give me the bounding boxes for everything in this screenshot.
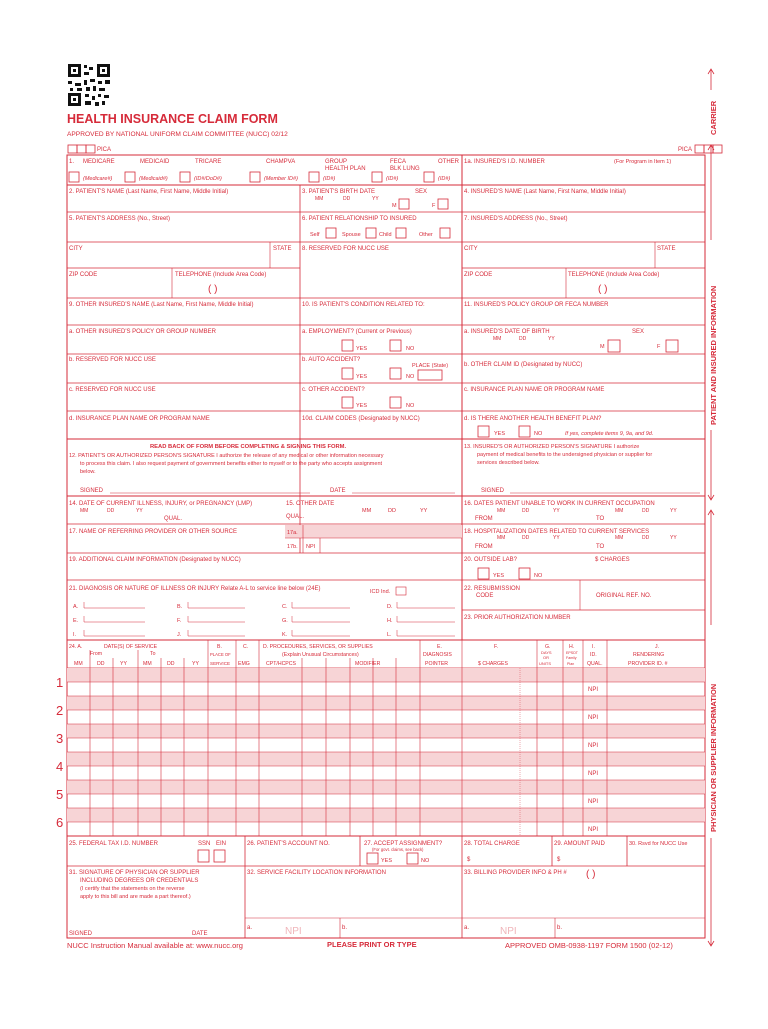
svg-text:DATE(S) OF SERVICE: DATE(S) OF SERVICE <box>104 644 158 650</box>
insured-phone-paren: ( ) <box>598 284 608 295</box>
box31-line4: apply to this bill and are made a part thereof.) <box>80 894 191 900</box>
box3-inputs[interactable] <box>399 199 448 209</box>
rel-spouse: Spouse <box>342 232 361 238</box>
box3-label: 3. PATIENT'S BIRTH DATE <box>302 189 376 195</box>
svg-text:QUAL.: QUAL. <box>587 661 603 667</box>
box17b-npi: NPI <box>306 544 316 550</box>
box11c-label: c. INSURANCE PLAN NAME OR PROGRAM NAME <box>464 387 605 393</box>
box17-label: 17. NAME OF REFERRING PROVIDER OR OTHER SOURCE <box>69 529 238 535</box>
box16-from-yy: YY <box>553 508 560 514</box>
svg-text:D. PROCEDURES, SERVICES, OR SU: D. PROCEDURES, SERVICES, OR SUPPLIES <box>263 644 373 650</box>
box12-line3: below. <box>80 469 96 475</box>
patient-city: CITY <box>69 246 83 252</box>
box33b: b. <box>557 925 563 931</box>
box22-code: CODE <box>476 593 494 599</box>
svg-text:A.: A. <box>73 604 79 610</box>
svg-text:H.: H. <box>569 644 575 650</box>
box13-line1: 13. INSURED'S OR AUTHORIZED PERSON'S SIGNATURE I authorize <box>464 444 640 450</box>
box27-label: 27. ACCEPT ASSIGNMENT? <box>364 841 443 847</box>
svg-text:MM: MM <box>143 661 152 667</box>
box12-signed: SIGNED <box>80 488 104 494</box>
patient-phone-paren: ( ) <box>208 284 218 295</box>
svg-text:To: To <box>150 651 156 657</box>
svg-text:YY: YY <box>120 661 127 667</box>
box9b-label: b. RESERVED FOR NUCC USE <box>69 357 156 363</box>
footer-left: NUCC Instruction Manual available at: www.nucc.org <box>67 941 243 950</box>
svg-text:L.: L. <box>387 632 392 638</box>
box15-label: 15. OTHER DATE <box>286 501 335 507</box>
box14-dd: DD <box>107 508 115 514</box>
svg-text:J.: J. <box>177 632 182 638</box>
insured-state: STATE <box>657 246 676 252</box>
svg-text:F.: F. <box>494 644 499 650</box>
patient-state: STATE <box>273 246 292 252</box>
box10c-yes: YES <box>356 403 368 409</box>
box12-date: DATE <box>330 488 346 494</box>
insured-city: CITY <box>464 246 478 252</box>
box10a-yes: YES <box>356 346 368 352</box>
svg-text:B.: B. <box>177 604 183 610</box>
box26-label: 26. PATIENT'S ACCOUNT NO. <box>247 841 330 847</box>
box28-dollar: $ <box>467 857 471 863</box>
footer-right: APPROVED OMB-0938-1197 FORM 1500 (02-12) <box>505 941 673 950</box>
box16-to-dd: DD <box>642 508 650 514</box>
svg-text:B.: B. <box>217 644 222 650</box>
svg-text:NPI: NPI <box>588 715 599 721</box>
box20-no: NO <box>534 573 543 579</box>
box5-label: 5. PATIENT'S ADDRESS (No., Street) <box>69 216 170 222</box>
svg-text:ID.: ID. <box>590 652 597 658</box>
box21-label: 21. DIAGNOSIS OR NATURE OF ILLNESS OR INJURY Relate A-L to service line below (24E) <box>69 586 321 592</box>
champva-sub: (Member ID#) <box>264 176 298 182</box>
box18-to: TO <box>596 544 605 550</box>
box3-f: F <box>432 203 436 209</box>
svg-text:6: 6 <box>56 815 64 830</box>
svg-text:DAYS: DAYS <box>541 650 552 655</box>
box3-yy: YY <box>372 196 379 202</box>
svg-text:C.: C. <box>243 644 249 650</box>
medicaid-label: MEDICAID <box>140 159 170 165</box>
box16-label: 16. DATES PATIENT UNABLE TO WORK IN CURRENT OCCUPATION <box>464 501 655 507</box>
box32-label: 32. SERVICE FACILITY LOCATION INFORMATION <box>247 870 386 876</box>
box11d-note: If yes, complete items 9, 9a, and 9d. <box>565 431 654 437</box>
box11-label: 11. INSURED'S POLICY GROUP OR FECA NUMBER <box>464 302 609 308</box>
svg-text:Family: Family <box>566 656 577 660</box>
box1-checkboxes[interactable] <box>69 172 434 182</box>
svg-text:NPI: NPI <box>588 771 599 777</box>
svg-text:NPI: NPI <box>588 743 599 749</box>
box24-header <box>69 644 668 667</box>
svg-text:D.: D. <box>387 604 393 610</box>
svg-text:EPSDT: EPSDT <box>566 651 578 655</box>
svg-text:F.: F. <box>177 618 182 624</box>
svg-text:(Explain Unusual Circumstances: (Explain Unusual Circumstances) <box>282 652 359 658</box>
tricare-sub: (ID#/DoD#) <box>194 176 222 182</box>
rel-child: Child <box>379 232 392 238</box>
box17b: 17b. <box>287 544 298 550</box>
box16-from-mm: MM <box>497 508 506 514</box>
read-back-note: READ BACK OF FORM BEFORE COMPLETING & SIGNING THIS FORM. <box>150 444 347 450</box>
box10-label: 10. IS PATIENT'S CONDITION RELATED TO: <box>302 302 425 308</box>
box15-yy: YY <box>420 508 428 514</box>
svg-text:RENDERING: RENDERING <box>633 652 665 658</box>
box19-label: 19. ADDITIONAL CLAIM INFORMATION (Designated by NUCC) <box>69 557 241 563</box>
svg-text:2: 2 <box>56 703 64 718</box>
box17a: 17a. <box>287 530 298 536</box>
box27-note: (For govt. claims, see back) <box>372 847 424 852</box>
svg-text:CPT/HCPCS: CPT/HCPCS <box>266 661 296 667</box>
box20-label: 20. OUTSIDE LAB? <box>464 557 518 563</box>
group-label: GROUP <box>325 159 348 165</box>
icd-ind: ICD Ind. <box>370 589 391 595</box>
box14-label: 14. DATE OF CURRENT ILLNESS, INJURY, or PREGNANCY (LMP) <box>69 501 253 507</box>
carrier-label: CARRIER <box>709 100 718 135</box>
box11d-label: d. IS THERE ANOTHER HEALTH BENEFIT PLAN? <box>464 416 602 422</box>
svg-text:From: From <box>90 651 103 657</box>
box1a-label: 1a. INSURED'S I.D. NUMBER <box>464 159 545 165</box>
box25-ssn: SSN <box>198 841 211 847</box>
svg-text:NPI: NPI <box>588 799 599 805</box>
box20-charges: $ CHARGES <box>595 557 630 563</box>
svg-text:E.: E. <box>437 644 442 650</box>
service-line-numbers <box>56 675 63 830</box>
box18-label: 18. HOSPITALIZATION DATES RELATED TO CURRENT SERVICES <box>464 529 650 535</box>
rel-other: Other <box>419 232 433 238</box>
box11a-m: M <box>600 344 605 350</box>
medicare-label: MEDICARE <box>83 159 115 165</box>
svg-text:4: 4 <box>56 759 64 774</box>
box1a-note: (For Program in Item 1) <box>614 159 672 165</box>
box18-to-dd: DD <box>642 535 650 541</box>
box3-m: M <box>392 203 397 209</box>
svg-text:PROVIDER ID. #: PROVIDER ID. # <box>628 661 668 667</box>
box16-from: FROM <box>475 516 493 522</box>
box11a-f: F <box>657 344 661 350</box>
box4-label: 4. INSURED'S NAME (Last Name, First Name, Middle Initial) <box>464 189 626 195</box>
box13-line3: services described below. <box>477 460 540 466</box>
svg-text:I.: I. <box>73 632 77 638</box>
box27-checkboxes[interactable] <box>367 853 418 864</box>
box7-label: 7. INSURED'S ADDRESS (No., Street) <box>464 216 568 222</box>
svg-text:G.: G. <box>282 618 288 624</box>
box33a: a. <box>464 925 470 931</box>
pica-left: PICA <box>97 147 112 153</box>
box8-label: 8. RESERVED FOR NUCC USE <box>302 246 389 252</box>
svg-text:Plan: Plan <box>567 662 575 666</box>
svg-text:5: 5 <box>56 787 64 802</box>
svg-text:MODIFIER: MODIFIER <box>355 661 381 667</box>
box16-to: TO <box>596 516 605 522</box>
box14-mm: MM <box>80 508 89 514</box>
box11d-yes: YES <box>494 431 506 437</box>
svg-text:G.: G. <box>545 644 551 650</box>
svg-text:DIAGNOSIS: DIAGNOSIS <box>423 652 452 658</box>
svg-text:H.: H. <box>387 618 393 624</box>
box10a-checkboxes[interactable] <box>342 340 401 351</box>
box32a: a. <box>247 925 253 931</box>
svg-text:YY: YY <box>192 661 199 667</box>
svg-text:24. A.: 24. A. <box>69 644 83 650</box>
box27-no: NO <box>421 858 430 864</box>
approved-line: APPROVED BY NATIONAL UNIFORM CLAIM COMMITTEE (NUCC) 02/12 <box>67 131 288 138</box>
box22-orig: ORIGINAL REF. NO. <box>596 593 652 599</box>
svg-text:EMG: EMG <box>238 661 250 667</box>
box23-label: 23. PRIOR AUTHORIZATION NUMBER <box>464 615 571 621</box>
medicaid-sub: (Medicaid#) <box>139 176 168 182</box>
box12-line1: 12. PATIENT'S OR AUTHORIZED PERSON'S SIGNATURE I authorize the release of any medical or other information necessary <box>69 453 384 459</box>
box22-label: 22. RESUBMISSION <box>464 586 521 592</box>
svg-text:DD: DD <box>97 661 105 667</box>
svg-text:I.: I. <box>592 644 595 650</box>
box25-checkboxes[interactable] <box>198 850 225 862</box>
box30-label: 30. Rsvd for NUCC Use <box>629 841 688 847</box>
box10b-place: PLACE (State) <box>412 363 449 369</box>
box33a-npi-watermark: NPI <box>500 926 517 937</box>
pica-right: PICA <box>678 147 693 153</box>
svg-text:POINTER: POINTER <box>425 661 449 667</box>
feca-label: FECA <box>390 159 407 165</box>
box9-label: 9. OTHER INSURED'S NAME (Last Name, First Name, Middle Initial) <box>69 302 254 308</box>
box25-ein: EIN <box>216 841 227 847</box>
box18-from-mm: MM <box>497 535 506 541</box>
box18-to-yy: YY <box>670 535 677 541</box>
insured-telephone: TELEPHONE (Include Area Code) <box>568 272 660 278</box>
box32b: b. <box>342 925 348 931</box>
box11a-sex: SEX <box>632 329 645 335</box>
box11d-no: NO <box>534 431 543 437</box>
box9d-label: d. INSURANCE PLAN NAME OR PROGRAM NAME <box>69 416 210 422</box>
patient-zip: ZIP CODE <box>69 272 98 278</box>
svg-text:J.: J. <box>655 644 660 650</box>
box12-line2: to process this claim. I also request payment of government benefits either to myself or to the party who accepts assignment <box>80 461 383 467</box>
other-sub: (ID#) <box>438 176 451 182</box>
tricare-label: TRICARE <box>195 159 222 165</box>
svg-text:1: 1 <box>56 675 64 690</box>
box29-dollar: $ <box>557 857 561 863</box>
box2-label: 2. PATIENT'S NAME (Last Name, First Name, Middle Initial) <box>69 189 229 195</box>
patient-section-label: PATIENT AND INSURED INFORMATION <box>709 285 718 425</box>
svg-text:PLACE OF: PLACE OF <box>210 652 231 657</box>
qr-code-icon <box>68 64 110 106</box>
insured-zip: ZIP CODE <box>464 272 493 278</box>
form-title: HEALTH INSURANCE CLAIM FORM <box>67 112 278 126</box>
box10a-label: a. EMPLOYMENT? (Current or Previous) <box>302 329 412 335</box>
box13-line2: payment of medical benefits to the undersigned physician or supplier for <box>477 452 653 458</box>
svg-text:DD: DD <box>167 661 175 667</box>
svg-text:NPI: NPI <box>588 827 599 833</box>
box3-mm: MM <box>315 196 324 202</box>
box16-to-mm: MM <box>615 508 624 514</box>
group-label-2: HEALTH PLAN <box>325 166 366 172</box>
box11b-label: b. OTHER CLAIM ID (Designated by NUCC) <box>464 362 583 368</box>
box20-yes: YES <box>493 573 505 579</box>
box31-line3: (I certify that the statements on the reverse <box>80 886 185 892</box>
box29-label: 29. AMOUNT PAID <box>554 841 605 847</box>
svg-text:OR: OR <box>543 655 549 660</box>
box9a-label: a. OTHER INSURED'S POLICY OR GROUP NUMBER <box>69 329 216 335</box>
box11a-checkboxes[interactable] <box>608 340 678 352</box>
feca-sub: (ID#) <box>386 176 399 182</box>
svg-text:UNITS: UNITS <box>539 661 551 666</box>
box32a-npi-watermark: NPI <box>285 926 302 937</box>
footer-center: PLEASE PRINT OR TYPE <box>327 940 417 949</box>
box3-dd: DD <box>343 196 351 202</box>
champva-label: CHAMPVA <box>266 159 296 165</box>
box11a-dd: DD <box>519 336 527 342</box>
box10b-label: b. AUTO ACCIDENT? <box>302 357 361 363</box>
box18-from-yy: YY <box>553 535 560 541</box>
box11a-yy: YY <box>548 336 555 342</box>
svg-text:E.: E. <box>73 618 79 624</box>
box11a-label: a. INSURED'S DATE OF BIRTH <box>464 329 550 335</box>
box6-label: 6. PATIENT RELATIONSHIP TO INSURED <box>302 216 417 222</box>
box31-date: DATE <box>192 931 208 937</box>
medicare-sub: (Medicare#) <box>83 176 113 182</box>
svg-text:C.: C. <box>282 604 288 610</box>
box31-line2: INCLUDING DEGREES OR CREDENTIALS <box>80 878 199 884</box>
box33-phone-paren: ( ) <box>586 869 596 880</box>
box31-line1: 31. SIGNATURE OF PHYSICIAN OR SUPPLIER <box>69 870 200 876</box>
service-lines[interactable] <box>67 640 705 836</box>
box9c-label: c. RESERVED FOR NUCC USE <box>69 387 156 393</box>
box25-label: 25. FEDERAL TAX I.D. NUMBER <box>69 841 158 847</box>
group-sub: (ID#) <box>323 176 336 182</box>
box10a-no: NO <box>406 346 415 352</box>
svg-text:SERVICE: SERVICE <box>210 661 231 666</box>
blk-lung-label: BLK LUNG <box>390 166 420 172</box>
box15-dd: DD <box>388 508 396 514</box>
box10c-label: c. OTHER ACCIDENT? <box>302 387 365 393</box>
svg-text:3: 3 <box>56 731 64 746</box>
box18-from-dd: DD <box>522 535 530 541</box>
box18-from: FROM <box>475 544 493 550</box>
box18-to-mm: MM <box>615 535 624 541</box>
box10d-label: 10d. CLAIM CODES (Designated by NUCC) <box>302 416 420 422</box>
box11a-mm: MM <box>493 336 502 342</box>
box14-yy: YY <box>136 508 143 514</box>
box16-to-yy: YY <box>670 508 677 514</box>
svg-text:NPI: NPI <box>588 687 599 693</box>
box1-label: 1. <box>69 159 75 165</box>
box10c-no: NO <box>406 403 415 409</box>
box13-signed: SIGNED <box>481 488 505 494</box>
box16-from-dd: DD <box>522 508 530 514</box>
svg-text:$ CHARGES: $ CHARGES <box>478 661 508 667</box>
other-label: OTHER <box>438 159 459 165</box>
diagnosis-lines[interactable] <box>73 604 393 638</box>
box10b-no: NO <box>406 374 415 380</box>
box27-yes: YES <box>381 858 393 864</box>
box3-sex: SEX <box>415 189 428 195</box>
box31-signed: SIGNED <box>69 931 93 937</box>
box33-label: 33. BILLING PROVIDER INFO & PH # <box>464 870 567 876</box>
box15-mm: MM <box>362 508 372 514</box>
patient-telephone: TELEPHONE (Include Area Code) <box>175 272 267 278</box>
physician-section-label: PHYSICIAN OR SUPPLIER INFORMATION <box>709 683 718 832</box>
rel-self: Self <box>310 232 320 238</box>
svg-text:MM: MM <box>74 661 83 667</box>
box10b-yes: YES <box>356 374 368 380</box>
box15-qual: QUAL. <box>286 514 305 520</box>
box10c-checkboxes[interactable] <box>342 397 401 408</box>
svg-text:K.: K. <box>282 632 288 638</box>
box28-label: 28. TOTAL CHARGE <box>464 841 520 847</box>
box14-qual: QUAL. <box>164 516 183 522</box>
